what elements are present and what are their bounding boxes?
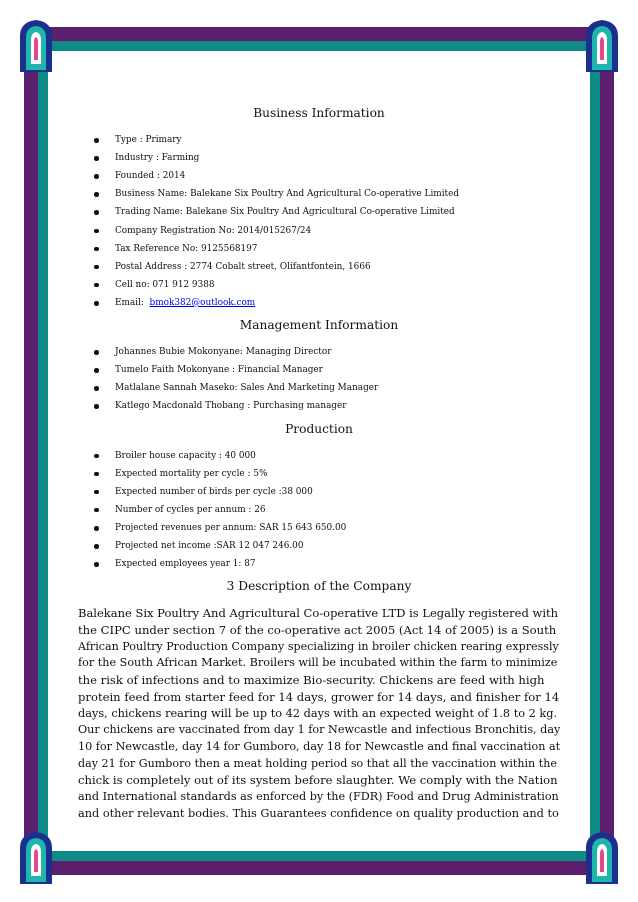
list-item: Expected mortality per cycle : 5% — [78, 465, 560, 483]
list-item: Number of cycles per annum : 26 — [78, 501, 560, 519]
list-item: Cell no: 071 912 9388 — [78, 276, 560, 294]
paragraph-line: Balekane Six Poultry And Agricultural Co-operative LTD is Legally registered with — [78, 606, 559, 621]
email-link[interactable]: bmok382@outlook.com — [149, 297, 256, 308]
paragraph-line: chick is completely out of its system before slaughter. We comply with the Nation — [78, 773, 558, 788]
company-description-paragraph — [78, 605, 560, 822]
management-information-heading: Management Information — [239, 318, 399, 333]
paragraph-line: African Poultry Production Company specializing in broiler chicken rearing expressly — [78, 639, 559, 653]
list-item: Tax Reference No: 9125568197 — [78, 240, 560, 258]
list-item: Industry : Farming — [78, 149, 560, 167]
list-item: Matlalane Sannah Maseko: Sales And Marketing Manager — [78, 379, 560, 397]
list-item: Projected net income :SAR 12 047 246.00 — [78, 537, 560, 555]
list-item: Trading Name: Balekane Six Poultry And Agricultural Co-operative Limited — [78, 203, 560, 221]
production-heading: Production — [285, 421, 353, 436]
list-item: Business Name: Balekane Six Poultry And Agricultural Co-operative Limited — [78, 185, 560, 203]
company-description-heading: 3 Description of the Company — [226, 579, 412, 594]
paragraph-line: and other relevant bodies. This Guarantees confidence on quality production and to — [78, 806, 559, 820]
management-information-list — [78, 343, 560, 415]
email-label: Email: — [115, 297, 144, 308]
list-item: Type : Primary — [78, 131, 560, 149]
list-item: Founded : 2014 — [78, 167, 560, 185]
paragraph-line: and International standards as enforced by the (FDR) Food and Drug Administration — [78, 790, 559, 804]
list-item: Johannes Bubie Mokonyane: Managing Director — [78, 343, 560, 361]
paragraph-line: protein feed from starter feed for 14 days, grower for 14 days, and finisher for 14 — [78, 689, 560, 704]
paragraph-line: the CIPC under section 7 of the co-operative act 2005 (Act 14 of 2005) is a South — [78, 623, 557, 638]
production-list — [78, 447, 560, 574]
corner-ornament-top-left — [20, 20, 52, 72]
business-information-list — [78, 131, 560, 312]
document-content — [78, 96, 560, 836]
paragraph-line: the risk of infections and to maximize Bio-security. Chickens are feed with high — [78, 673, 545, 688]
list-item: Projected revenues per annum: SAR 15 643 650.00 — [78, 519, 560, 537]
business-information-heading: Business Information — [253, 106, 385, 120]
list-item: Katlego Macdonald Thobang : Purchasing manager — [78, 397, 560, 415]
email-item — [78, 294, 560, 312]
list-item: Broiler house capacity : 40 000 — [78, 447, 560, 465]
list-item: Expected employees year 1: 87 — [78, 555, 560, 573]
list-item: Postal Address : 2774 Cobalt street, Olifantfontein, 1666 — [78, 258, 560, 276]
paragraph-line: Our chickens are vaccinated from day 1 for Newcastle and infectious Bronchitis, day — [78, 723, 560, 737]
paragraph-line: 10 for Newcastle, day 14 for Gumboro, day 18 for Newcastle and final vaccination at — [78, 739, 560, 753]
list-item: Company Registration No: 2014/015267/24 — [78, 222, 560, 240]
list-item: Tumelo Faith Mokonyane : Financial Manager — [78, 361, 560, 379]
paragraph-line: days, chickens rearing will be up to 42 days with an expected weight of 1.8 to 2 kg. — [78, 706, 558, 720]
corner-ornament-bottom-right — [586, 832, 618, 884]
corner-ornament-bottom-left — [20, 832, 52, 884]
paragraph-line: day 21 for Gumboro then a meat holding period so that all the vaccination within the — [78, 756, 557, 770]
list-item: Expected number of birds per cycle :38 000 — [78, 483, 560, 501]
corner-ornament-top-right — [586, 20, 618, 72]
paragraph-line: for the South African Market. Broilers will be incubated within the farm to minimize — [78, 656, 558, 670]
